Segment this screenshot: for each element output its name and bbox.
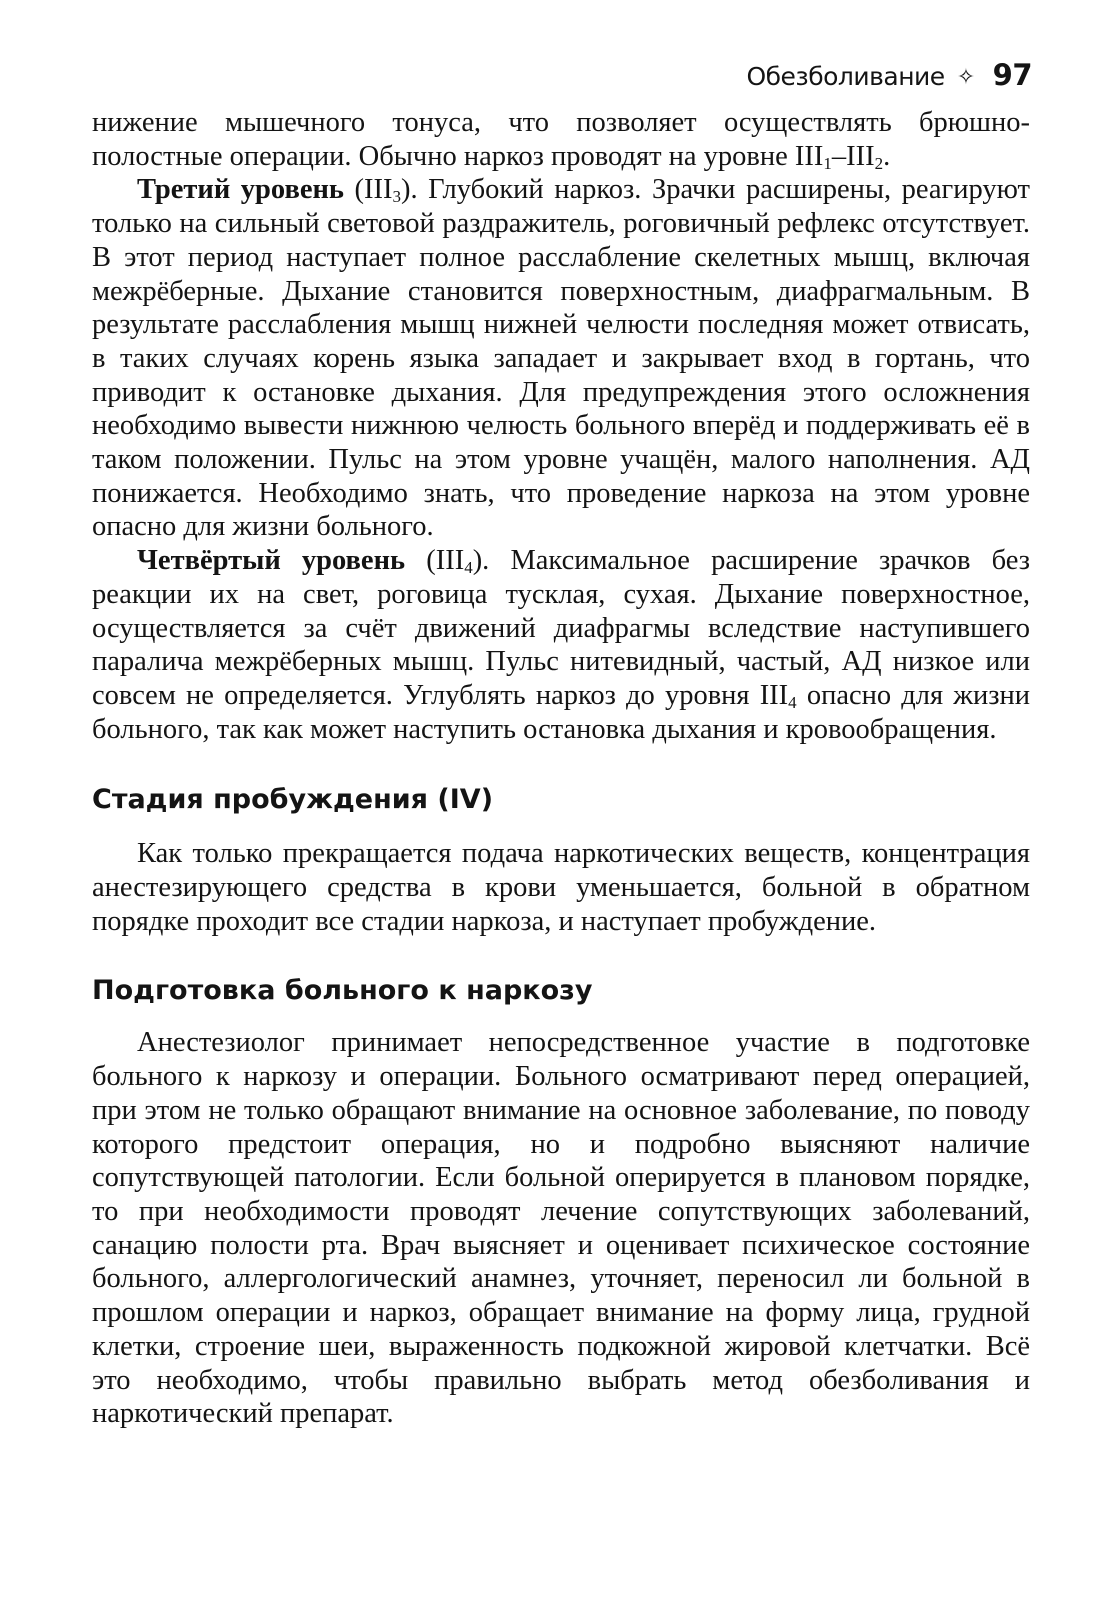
diamond-separator-icon: ✧ <box>956 65 975 90</box>
page-number: 97 <box>992 58 1032 92</box>
paragraph-continuation: нижение мышечного тонуса, что позволяет осуществлять брюшно-полостные операции. Обычно наркоз проводят на уровне $III_1-III_2$. <box>92 107 1030 173</box>
page-body <box>92 106 1030 1431</box>
heading-awakening-stage: Стадия пробуждения (IV) <box>92 784 494 816</box>
paragraph-third-level: Третий уровень $(III_3)$. Глубокий наркоз. Зрачки расширены, реагируют только на сильный световой раздражитель, роговичный рефлекс отсутствует. В этот период наступает полное расслабление скелетных мышц, включая межрёберные. Дыхание становится поверхностным, диафрагмальным. В результате расслабления мышц нижней челюсти последняя может отвисать, в таких случаях корень языка западает и закрывает вход в гортань, что приводит к остановке дыхания. Для предупреждения этого осложнения необходимо вывести нижнюю челюсть больного вперёд и поддерживать её в таком положении. Пульс на этом уровне учащён, малого наполнения. АД понижается. Необходимо знать, что проведение наркоза на этом уровне опасно для жизни больного. <box>92 174 1030 543</box>
paragraph-awakening: Как только прекращается подача наркотических веществ, концентрация анестезирующего средства в крови уменьшается, больной в обратном порядке проходит все стадии наркоза, и наступает пробуждение. <box>92 838 1030 937</box>
running-header <box>746 58 1032 92</box>
heading-patient-preparation: Подготовка больного к наркозу <box>92 975 593 1007</box>
running-title: Обезболивание <box>746 62 945 91</box>
term-fourth-level: Четвёртый уровень <box>137 545 406 577</box>
term-third-level: Третий уровень <box>137 174 344 206</box>
paragraph-fourth-level: Четвёртый уровень $(III_4)$. Максимальное расширение зрачков без реакции их на свет, роговица тусклая, сухая. Дыхание поверхностное, осуществляется за счёт движений диафрагмы вследствие наступившего паралича межрёберных мышц. Пульс нитевидный, частый, АД низкое или совсем не определяется. Углублять наркоз до уровня $III_4$ опасно для жизни больного, так как может наступить остановка дыхания и кровообращения. <box>92 545 1030 745</box>
paragraph-preparation: Анестезиолог принимает непосредственное участие в подготовке больного к наркозу и операции. Больного осматривают перед операцией, при этом не только обращают внимание на основное заболевание, по поводу которого предстоит операция, но и подробно выясняют наличие сопутствующей патологии. Если больной оперируется в плановом порядке, то при необходимости проводят лечение сопутствующих заболеваний, санацию полости рта. Врач выясняет и оценивает психическое состояние больного, аллергологический анамнез, уточняет, переносил ли больной в прошлом операции и наркоз, обращает внимание на форму лица, грудной клетки, строение шеи, выраженность подкожной жировой клетчатки. Всё это необходимо, чтобы правильно выбрать метод обезболивания и наркотический препарат. <box>92 1027 1030 1430</box>
